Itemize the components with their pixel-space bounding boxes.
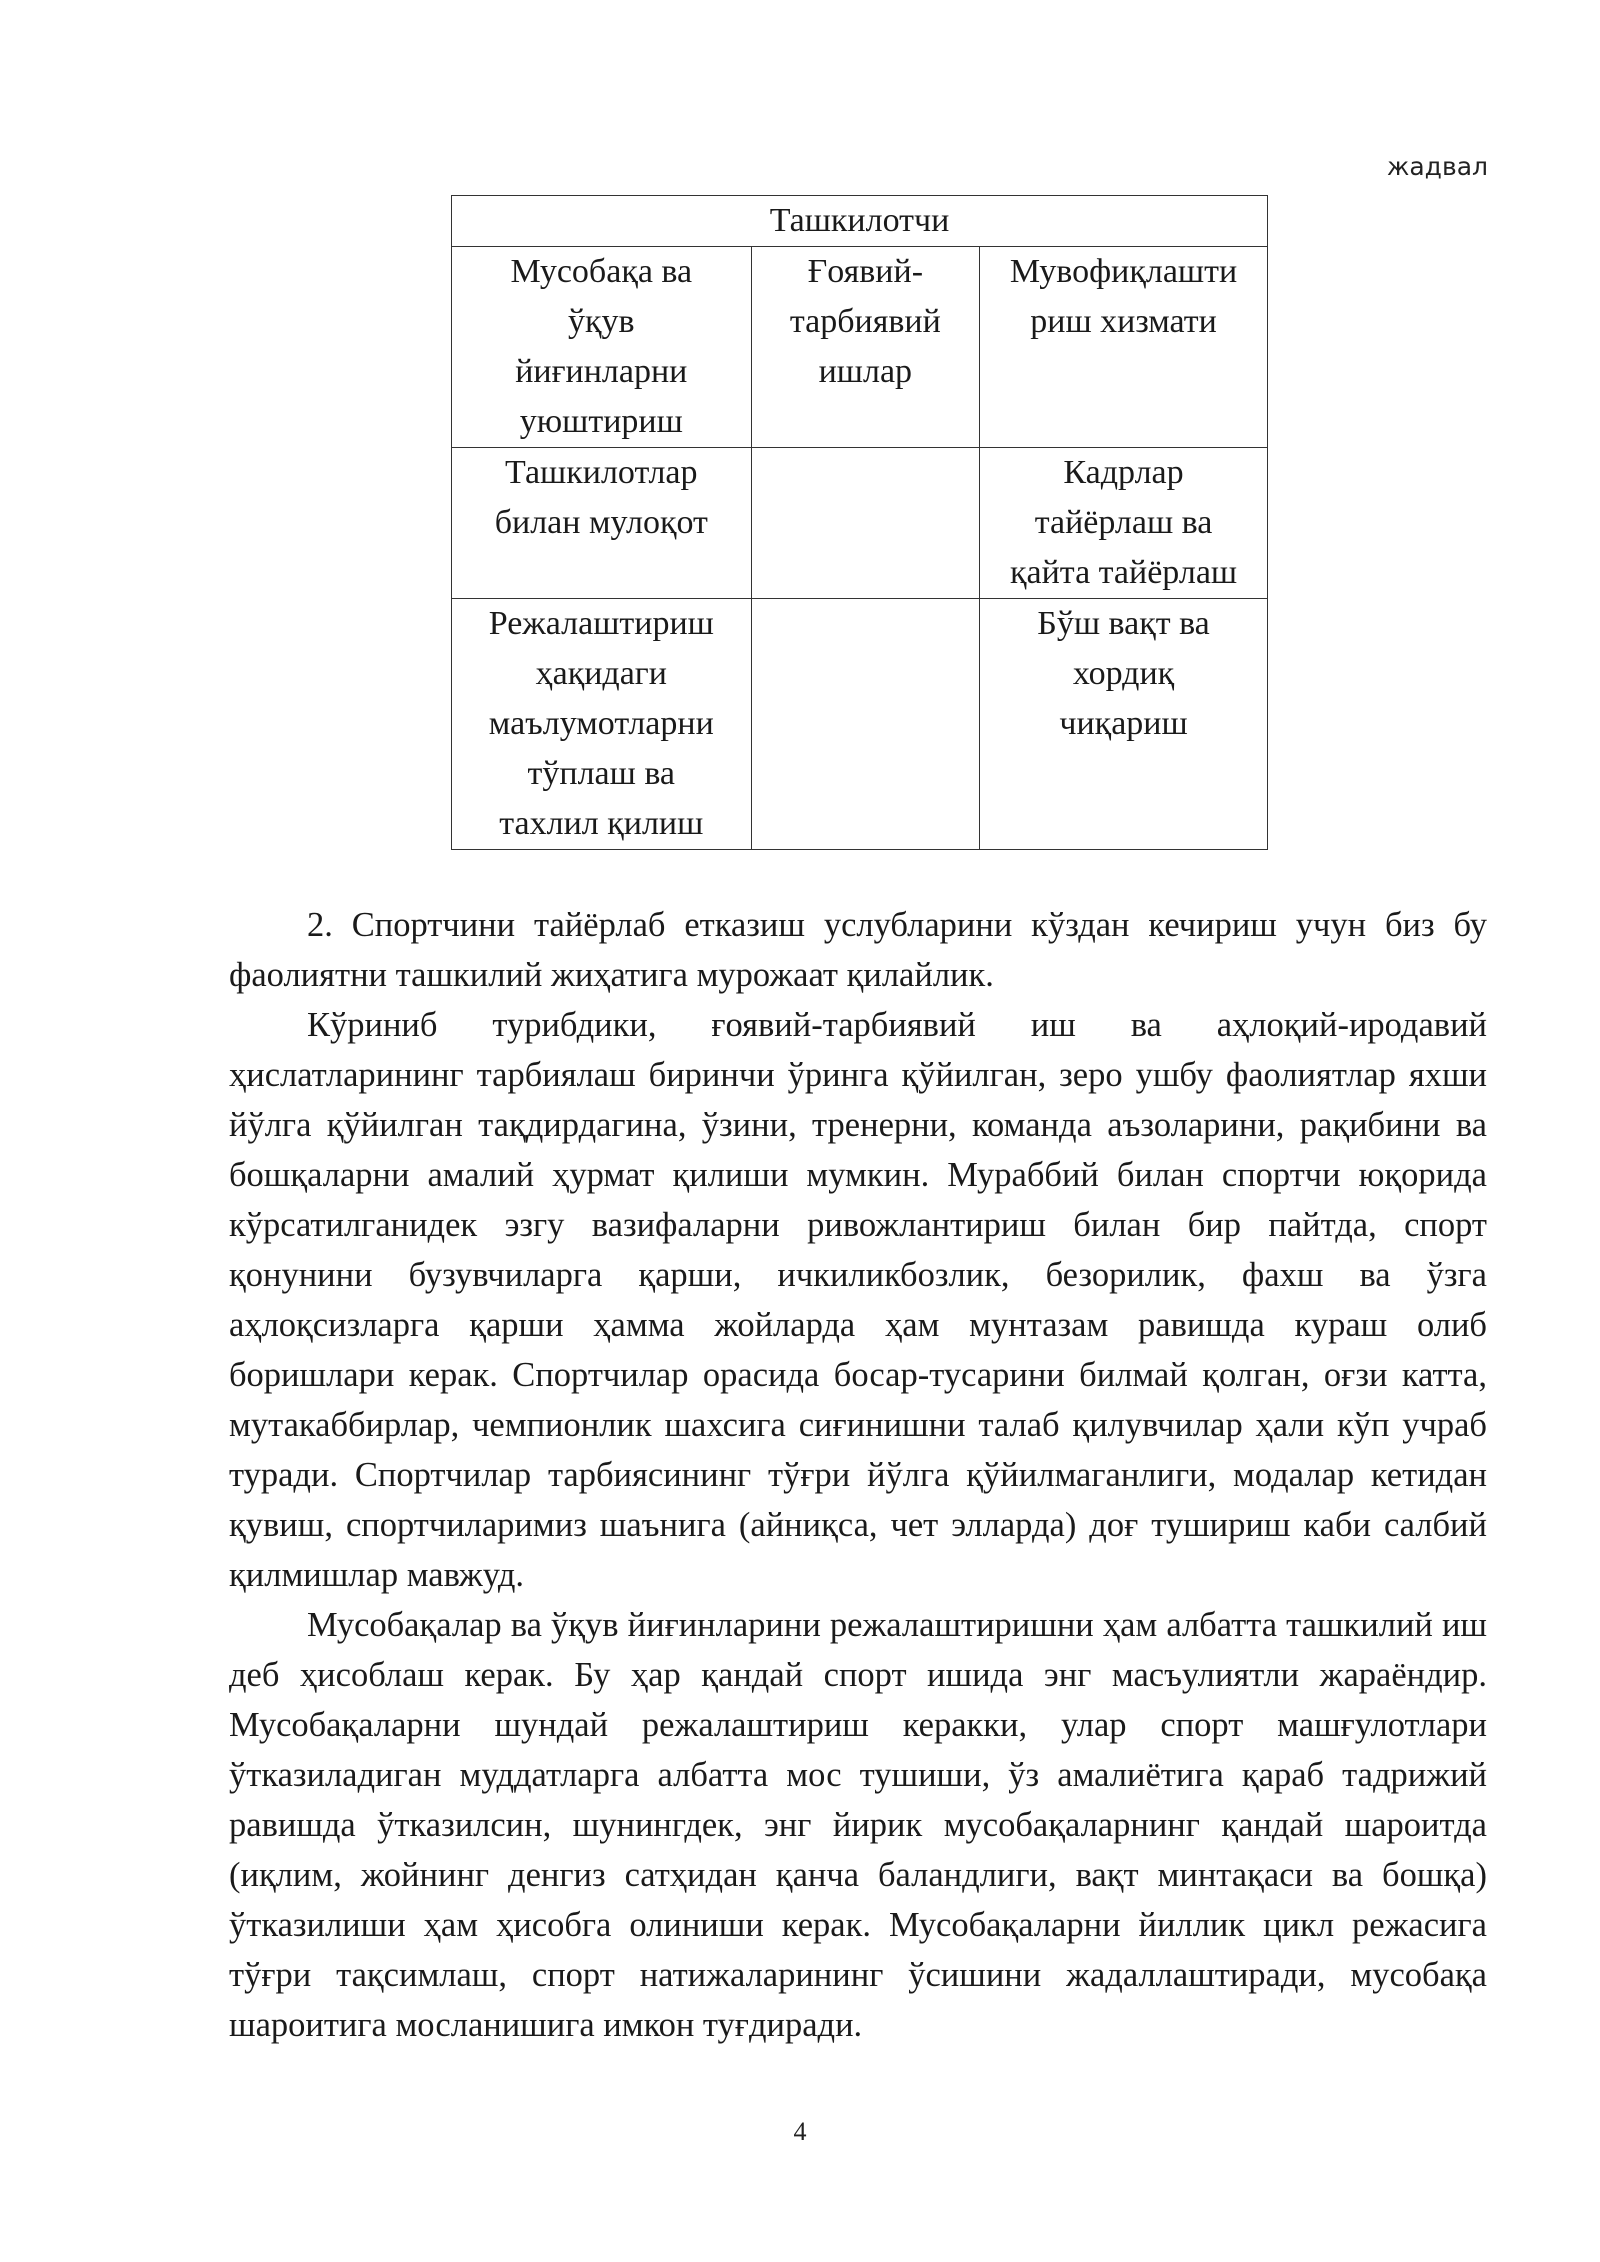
cell-line: уюштириш bbox=[519, 403, 683, 440]
table-cell-empty bbox=[751, 599, 980, 850]
cell-line: тарбиявий bbox=[789, 303, 941, 340]
table-cell bbox=[980, 448, 1268, 599]
table-row bbox=[452, 599, 1268, 850]
cell-line: Ташкилотлар bbox=[505, 454, 698, 491]
cell-line: Бўш вақт ва bbox=[1037, 605, 1210, 642]
cell-line: Ғоявий- bbox=[807, 253, 924, 290]
cell-line: қайта тайёрлаш bbox=[1009, 554, 1238, 591]
table-cell-empty bbox=[751, 448, 980, 599]
table-cell bbox=[452, 599, 752, 850]
table-cell bbox=[751, 247, 980, 448]
cell-line: тахлил қилиш bbox=[499, 805, 704, 842]
cell-line: билан мулоқот bbox=[494, 504, 708, 541]
table-header-cell: Ташкилотчи bbox=[452, 196, 1268, 247]
cell-line: ишлар bbox=[818, 353, 913, 390]
cell-line: йиғинларни bbox=[515, 353, 688, 390]
cell-line: Мусобақа ва bbox=[510, 253, 693, 290]
cell-line: Режалаштириш bbox=[488, 605, 714, 642]
table-row bbox=[452, 448, 1268, 599]
cell-line: риш хизмати bbox=[1030, 303, 1217, 340]
body-text bbox=[229, 900, 1487, 2050]
cell-line: Кадрлар bbox=[1063, 454, 1184, 491]
table-cell bbox=[452, 448, 752, 599]
paragraph: Мусобақалар ва ўқув йиғинларини режалаштиришни ҳам албатта ташкилий иш деб ҳисоблаш керак. Бу ҳар қандай спорт ишида энг масъулиятли жараёндир. Мусобақаларни шундай режалаштириш керакки, улар спорт машғулотлари ўтказиладиган муддатларга албатта мос тушиши, ўз амалиётига қараб тадрижий равишда ўтказилсин, шунингдек, энг йирик мусобақаларнинг қандай шароитда (иқлим, жойнинг денгиз сатҳидан қанча баландлиги, вақт минтақаси ва бошқа) ўтказилиши ҳам ҳисобга олиниши керак. Мусобақаларни йиллик цикл режасига тўғри тақсимлаш, спорт натижаларининг ўсишини жадаллаштиради, мусобақа шароитига мосланишига имкон туғдиради. bbox=[229, 1606, 1487, 2044]
table-cell bbox=[980, 599, 1268, 850]
table-cell bbox=[980, 247, 1268, 448]
cell-line: тўплаш ва bbox=[527, 755, 676, 792]
paragraph: 2. Спортчини тайёрлаб етказиш услубларини кўздан кечириш учун биз бу фаолиятни ташкилий жиҳатига мурожаат қилайлик. bbox=[229, 906, 1487, 994]
page-number: 4 bbox=[793, 2117, 807, 2146]
table-cell bbox=[452, 247, 752, 448]
cell-line: тайёрлаш ва bbox=[1034, 504, 1213, 541]
organizer-table bbox=[451, 195, 1268, 850]
table-header-row bbox=[452, 196, 1268, 247]
cell-line: чиқариш bbox=[1059, 705, 1188, 742]
cell-line: ҳақидаги bbox=[535, 655, 667, 692]
cell-line: Мувофиқлашти bbox=[1009, 253, 1238, 290]
cell-line: маълумотларни bbox=[488, 705, 714, 742]
cell-line: хордиқ bbox=[1072, 655, 1175, 692]
cell-line: ўқув bbox=[568, 303, 635, 340]
paragraph: Кўриниб турибдики, ғоявий-тарбиявий иш ва аҳлоқий-иродавий ҳислатларининг тарбиялаш биринчи ўринга қўйилган, зеро ушбу фаолиятлар яхши йўлга қўйилган тақдирдагина, ўзини, тренерни, команда аъзоларини, рақибини ва бошқаларни амалий ҳурмат қилиши мумкин. Мураббий билан спортчи юқорида кўрсатилганидек эзгу вазифаларни ривожлантириш билан бир пайтда, спорт қонунини бузувчиларга қарши, ичкиликбозлик, безорилик, фахш ва ўзга аҳлоқсизларга қарши ҳамма жойларда ҳам мунтазам равишда кураш олиб боришлари керак. Спортчилар орасида босар-тусарини билмай қолган, оғзи катта, мутакаббирлар, чемпионлик шахсига сиғинишни талаб қилувчилар ҳали кўп учраб туради. Спортчилар тарбиясининг тўғри йўлга қўйилмаганлиги, модалар кетидан қувиш, спортчиларимиз шаънига (айниқса, чет элларда) доғ тушириш каби салбий қилмишлар мавжуд. bbox=[229, 1006, 1487, 1594]
table-caption: жадвал bbox=[1386, 152, 1488, 181]
table-row bbox=[452, 247, 1268, 448]
